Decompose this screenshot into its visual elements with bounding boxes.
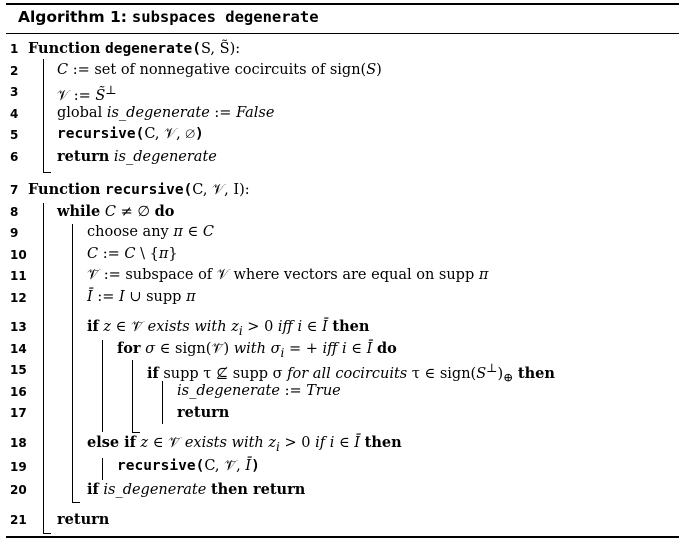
code-line-13: if z ∈ 𝒱̄ exists with $z_i > 0$ iff i ∈ Ī then: [87, 318, 370, 338]
code-line-14: for σ ∈ sign(𝒱̄) with $\sigma_i$ = + iff i ∈ Ī do: [117, 340, 397, 360]
scope-bar-if-15: [162, 381, 163, 424]
code-line-6: return is_degenerate: [57, 148, 217, 165]
line-number-4: 4: [10, 107, 19, 121]
code-line-11: 𝒱̄ := subspace of 𝒱 where vectors are equal on supp π: [87, 267, 489, 283]
line-number-17: 17: [10, 406, 27, 420]
scope-bar-if-13: [102, 340, 103, 432]
line-number-14: 14: [10, 342, 27, 356]
scope-bar-function-degenerate: [43, 59, 44, 172]
code-line-7: Function recursive(C, 𝒱, I):: [28, 181, 250, 198]
code-line-10: C := C \ {π}: [87, 246, 178, 262]
code-line-20: if is_degenerate then return: [87, 481, 306, 498]
code-line-2: C := set of nonnegative cocircuits of sign(S): [57, 62, 382, 78]
code-line-12: Ī := I ∪ supp π: [87, 289, 196, 305]
code-line-16: is_degenerate := True: [177, 383, 341, 399]
line-number-6: 6: [10, 150, 19, 164]
line-number-10: 10: [10, 248, 27, 262]
bottom-rule: [6, 536, 679, 538]
caption-name: subspaces degenerate: [131, 8, 319, 26]
code-line-15: if supp τ ⊈ supp σ for all cocircuits τ ∈ $sign(S^\perp)_\oplus$ then: [147, 361, 555, 385]
line-number-1: 1: [10, 42, 19, 56]
line-number-21: 21: [10, 513, 27, 527]
scope-bar-for-14: [132, 360, 133, 432]
code-line-8: while C ≠ ∅ do: [57, 203, 175, 220]
caption-rule: [6, 33, 679, 34]
code-line-5: recursive(C, 𝒱, ∅): [57, 126, 204, 142]
line-number-19: 19: [10, 460, 27, 474]
code-line-18: else if z ∈ 𝒱̄ exists with $z_i > 0$ if i ∈ Ī then: [87, 434, 402, 454]
scope-end-for-14: [132, 432, 140, 433]
line-number-16: 16: [10, 385, 27, 399]
scope-end-function-degenerate: [43, 172, 51, 173]
scope-bar-else-if-18: [102, 458, 103, 480]
line-number-2: 2: [10, 64, 19, 78]
code-line-17: return: [177, 404, 230, 421]
code-line-4: global is_degenerate := False: [57, 105, 275, 121]
code-line-19: recursive(C, 𝒱̄, Ī): [117, 458, 260, 474]
line-number-20: 20: [10, 483, 27, 497]
code-line-21: return: [57, 511, 110, 528]
line-number-13: 13: [10, 320, 27, 334]
code-line-3: 𝒱 := S̃⊥: [57, 83, 117, 104]
code-line-1: Function degenerate(S, S̃):: [28, 40, 241, 57]
scope-bar-function-recursive: [43, 203, 44, 533]
line-number-7: 7: [10, 183, 19, 197]
line-number-18: 18: [10, 436, 27, 450]
line-number-3: 3: [10, 85, 19, 99]
scope-end-function-recursive: [43, 533, 51, 534]
line-number-5: 5: [10, 128, 19, 142]
line-number-15: 15: [10, 363, 27, 377]
top-rule: [6, 3, 679, 5]
scope-end-while: [72, 502, 80, 503]
scope-bar-while: [72, 224, 73, 502]
line-number-9: 9: [10, 226, 19, 240]
algorithm-caption: [18, 8, 319, 26]
algorithm-box: [6, 3, 679, 538]
line-number-12: 12: [10, 291, 27, 305]
line-number-8: 8: [10, 205, 19, 219]
caption-label: Algorithm 1:: [18, 8, 127, 26]
line-number-11: 11: [10, 269, 27, 283]
code-line-9: choose any π ∈ C: [87, 224, 214, 240]
